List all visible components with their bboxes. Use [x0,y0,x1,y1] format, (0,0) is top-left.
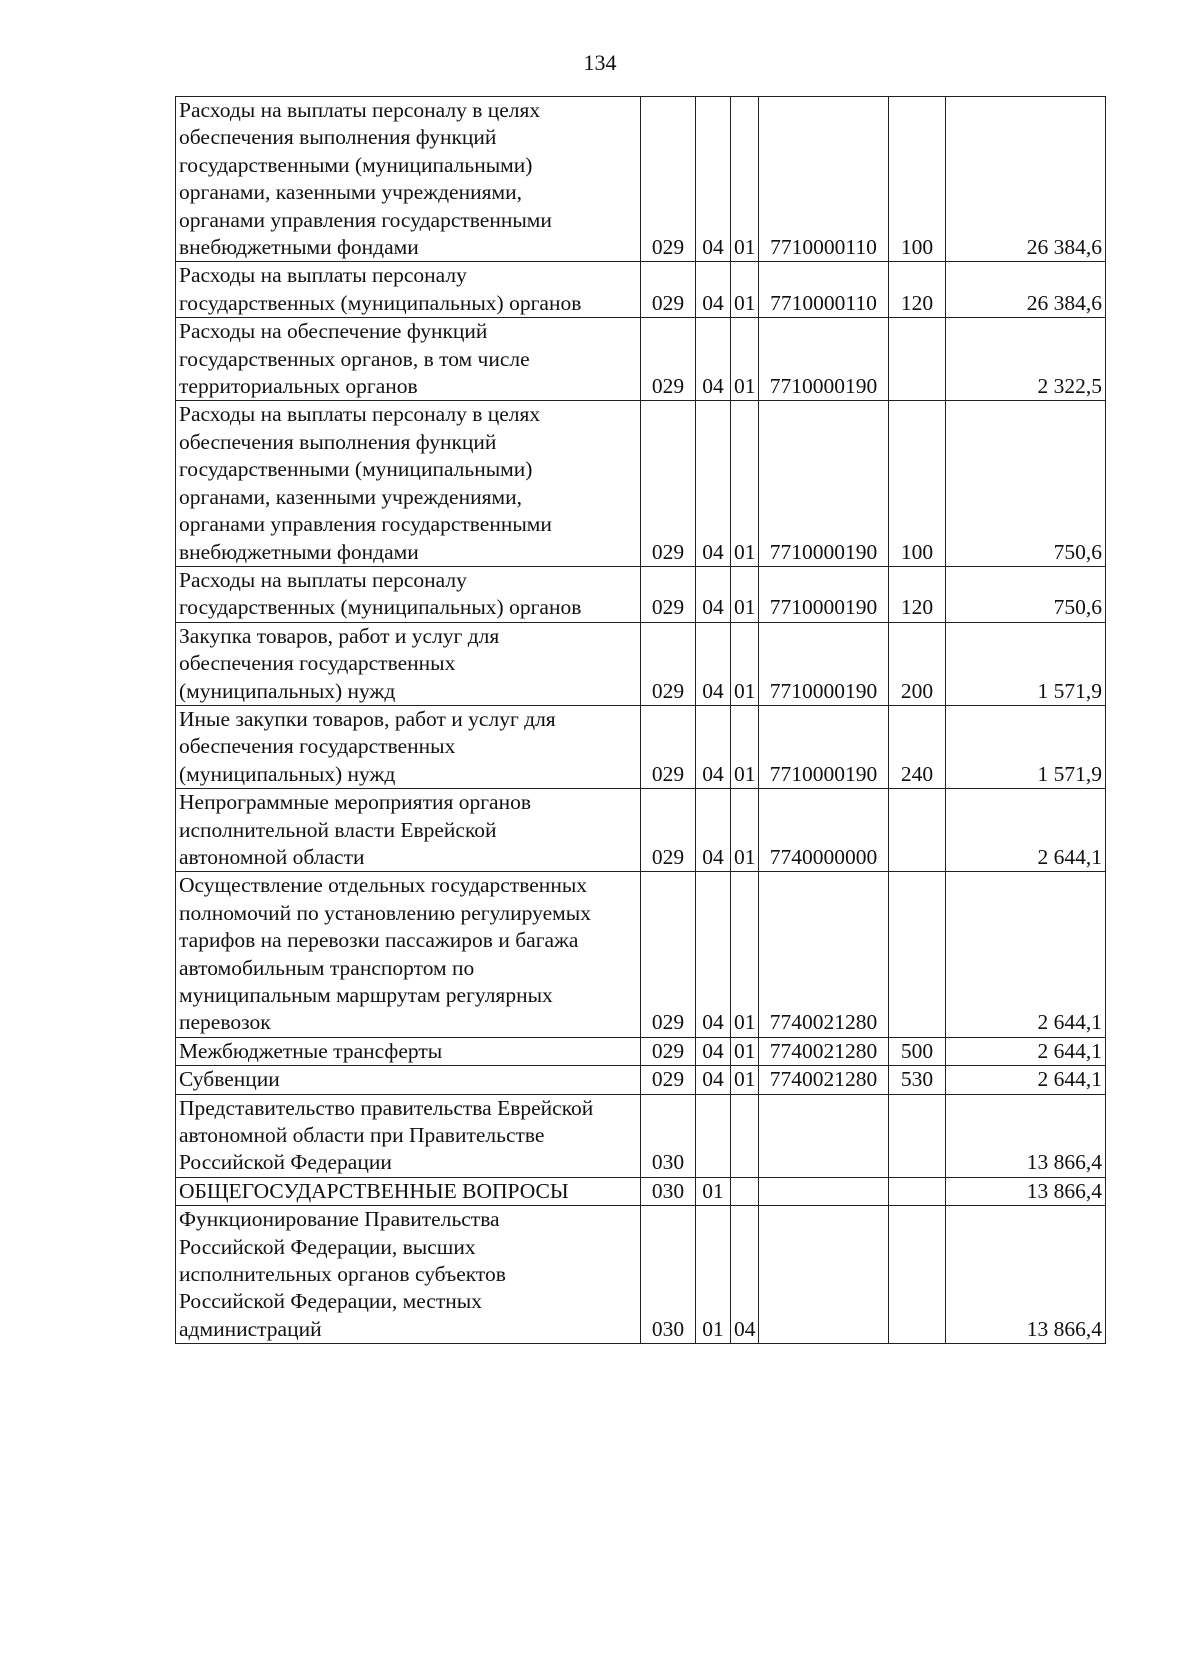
table-row [176,1206,1106,1344]
expense-type-cell [889,1206,946,1344]
section-code-cell: 04 [696,705,731,788]
expense-name-line: Непрограммные мероприятия органов [179,790,531,815]
table-row [176,1066,1106,1094]
expense-name-cell [176,1066,641,1094]
subsection-code-cell [731,1177,759,1205]
section-code-cell: 04 [696,566,731,622]
table-row [176,318,1106,401]
expense-name-line: муниципальным маршрутам регулярных [179,983,553,1007]
amount-cell: 26 384,6 [946,262,1106,318]
target-article-cell: 7710000190 [759,318,889,401]
table-row [176,622,1106,705]
budget-table-body [176,97,1106,1344]
expense-type-cell: 100 [889,97,946,262]
expense-name-cell [176,1094,641,1177]
target-article-cell [759,1094,889,1177]
expense-name-line: Расходы на выплаты персоналу [179,567,467,592]
target-article-cell: 7710000190 [759,622,889,705]
amount-cell: 2 322,5 [946,318,1106,401]
expense-name-line: органами управления государственными [179,512,552,537]
expense-name-cell [176,1177,641,1205]
amount-cell: 750,6 [946,401,1106,566]
grbs-code-cell: 029 [641,1066,696,1094]
subsection-code-cell: 04 [731,1206,759,1344]
target-article-cell: 7710000190 [759,566,889,622]
expense-name-line: администраций [179,1316,322,1341]
expense-name-cell [176,401,641,566]
target-article-cell: 7710000110 [759,262,889,318]
expense-name-line: Осуществление отдельных государственных [179,873,588,898]
expense-name-line: Расходы на выплаты персоналу в целях [179,402,541,427]
expense-name-line: автомобильным транспортом по [179,955,475,980]
expense-name-line: исполнительных органов субъектов [179,1262,506,1287]
grbs-code-cell: 029 [641,872,696,1037]
grbs-code-cell: 029 [641,97,696,262]
section-code-cell: 01 [696,1177,731,1205]
section-code-cell: 01 [696,1206,731,1344]
expense-name-line: внебюджетными фондами [179,539,419,564]
table-row [176,262,1106,318]
expense-name-line: Иные закупки товаров, работ и услуг для [179,706,556,731]
grbs-code-cell: 029 [641,318,696,401]
expense-name-line: Межбюджетные трансферты [179,1038,443,1063]
amount-cell: 13 866,4 [946,1094,1106,1177]
subsection-code-cell: 01 [731,1037,759,1065]
expense-name-line: Представительство правительства Еврейской [179,1095,594,1120]
expense-name-line: (муниципальных) нужд [179,678,396,703]
expense-name-line: государственных (муниципальных) органов [179,595,582,620]
expense-name-line: автономной области при Правительстве [179,1123,545,1148]
grbs-code-cell: 029 [641,262,696,318]
expense-name-cell [176,1206,641,1344]
section-code-cell: 04 [696,97,731,262]
subsection-code-cell: 01 [731,97,759,262]
expense-name-cell [176,318,641,401]
amount-cell: 26 384,6 [946,97,1106,262]
target-article-cell [759,1206,889,1344]
expense-type-cell [889,1177,946,1205]
expense-name-line: территориальных органов [179,374,418,399]
table-row [176,789,1106,872]
expense-name-line: органами, казенными учреждениями, [179,180,522,205]
subsection-code-cell: 01 [731,566,759,622]
grbs-code-cell: 030 [641,1206,696,1344]
expense-name-line: Расходы на выплаты персоналу [179,263,467,288]
expense-type-cell [889,872,946,1037]
expense-name-line: Закупка товаров, работ и услуг для [179,623,500,648]
target-article-cell: 7740021280 [759,1066,889,1094]
expense-name-line: государственных органов, в том числе [179,346,530,371]
subsection-code-cell: 01 [731,262,759,318]
section-code-cell: 04 [696,789,731,872]
expense-type-cell [889,789,946,872]
expense-name-line: обеспечения выполнения функций [179,429,497,454]
expense-name-line: Расходы на обеспечение функций [179,319,488,344]
grbs-code-cell: 029 [641,622,696,705]
expense-name-line: Функционирование Правительства [179,1207,500,1232]
expense-name-cell [176,789,641,872]
amount-cell: 2 644,1 [946,1037,1106,1065]
grbs-code-cell: 029 [641,401,696,566]
expense-name-line: Российской Федерации [179,1150,392,1175]
expense-name-line: тарифов на перевозки пассажиров и багажа [179,928,579,953]
amount-cell: 1 571,9 [946,705,1106,788]
expense-name-line: обеспечения государственных [179,734,456,759]
amount-cell: 750,6 [946,566,1106,622]
expense-name-line: государственными (муниципальными) [179,152,533,177]
section-code-cell: 04 [696,622,731,705]
expense-type-cell: 200 [889,622,946,705]
section-code-cell: 04 [696,1066,731,1094]
grbs-code-cell: 029 [641,705,696,788]
grbs-code-cell: 030 [641,1094,696,1177]
section-code-cell: 04 [696,262,731,318]
target-article-cell: 7740021280 [759,872,889,1037]
table-row [176,566,1106,622]
subsection-code-cell: 01 [731,318,759,401]
amount-cell: 13 866,4 [946,1206,1106,1344]
expense-type-cell: 500 [889,1037,946,1065]
expense-name-line: Субвенции [179,1067,280,1092]
section-code-cell: 04 [696,401,731,566]
amount-cell: 2 644,1 [946,1066,1106,1094]
amount-cell: 2 644,1 [946,872,1106,1037]
expense-name-cell [176,622,641,705]
expense-name-line: (муниципальных) нужд [179,761,396,786]
expense-type-cell: 100 [889,401,946,566]
budget-table [175,96,1106,1344]
subsection-code-cell [731,1094,759,1177]
amount-cell: 1 571,9 [946,622,1106,705]
grbs-code-cell: 030 [641,1177,696,1205]
expense-name-line: органами, казенными учреждениями, [179,484,522,509]
section-code-cell: 04 [696,318,731,401]
table-row [176,705,1106,788]
expense-name-line: ОБЩЕГОСУДАРСТВЕННЫЕ ВОПРОСЫ [179,1178,569,1203]
target-article-cell: 7740021280 [759,1037,889,1065]
expense-name-cell [176,705,641,788]
expense-type-cell: 240 [889,705,946,788]
target-article-cell: 7710000110 [759,97,889,262]
table-row [176,1177,1106,1205]
expense-name-line: автономной области [179,844,365,869]
table-row [176,401,1106,566]
table-row [176,872,1106,1037]
target-article-cell [759,1177,889,1205]
subsection-code-cell: 01 [731,401,759,566]
subsection-code-cell: 01 [731,872,759,1037]
expense-name-cell [176,566,641,622]
target-article-cell: 7740000000 [759,789,889,872]
expense-name-line: Российской Федерации, местных [179,1289,482,1314]
grbs-code-cell: 029 [641,566,696,622]
expense-name-cell [176,262,641,318]
expense-type-cell: 120 [889,262,946,318]
amount-cell: 13 866,4 [946,1177,1106,1205]
table-row [176,97,1106,262]
subsection-code-cell: 01 [731,705,759,788]
expense-name-line: перевозок [179,1010,271,1035]
grbs-code-cell: 029 [641,1037,696,1065]
expense-type-cell [889,1094,946,1177]
grbs-code-cell: 029 [641,789,696,872]
expense-name-line: внебюджетными фондами [179,235,419,260]
subsection-code-cell: 01 [731,1066,759,1094]
expense-name-line: Российской Федерации, высших [179,1234,476,1259]
expense-name-line: исполнительной власти Еврейской [179,817,497,842]
expense-type-cell: 530 [889,1066,946,1094]
expense-name-line: обеспечения государственных [179,651,456,676]
expense-name-line: государственных (муниципальных) органов [179,290,582,315]
page-number: 134 [583,50,617,75]
expense-name-cell [176,1037,641,1065]
section-code-cell: 04 [696,1037,731,1065]
expense-name-line: органами управления государственными [179,207,552,232]
amount-cell: 2 644,1 [946,789,1106,872]
target-article-cell: 7710000190 [759,705,889,788]
table-row [176,1037,1106,1065]
expense-name-line: обеспечения выполнения функций [179,125,497,150]
table-row [176,1094,1106,1177]
section-code-cell: 04 [696,872,731,1037]
subsection-code-cell: 01 [731,789,759,872]
section-code-cell [696,1094,731,1177]
expense-name-cell [176,872,641,1037]
expense-name-line: Расходы на выплаты персоналу в целях [179,98,541,122]
target-article-cell: 7710000190 [759,401,889,566]
subsection-code-cell: 01 [731,622,759,705]
expense-type-cell: 120 [889,566,946,622]
expense-name-line: государственными (муниципальными) [179,457,533,482]
expense-type-cell [889,318,946,401]
expense-name-cell [176,97,641,262]
expense-name-line: полномочий по установлению регулируемых [179,900,591,925]
